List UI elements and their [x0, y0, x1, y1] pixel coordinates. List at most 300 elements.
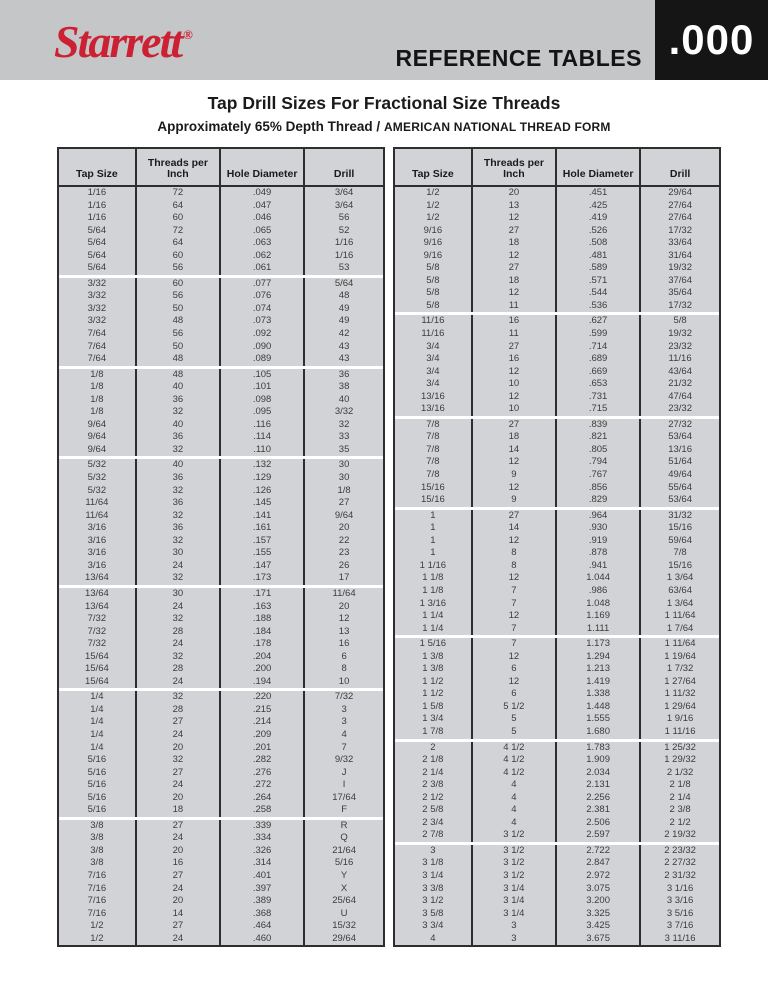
cell-drill: 5/8	[673, 315, 687, 327]
cell-drill: Y	[340, 869, 348, 881]
cell-drill: 1/8	[337, 484, 351, 496]
cell-tap-size: 1 1/2	[395, 688, 473, 701]
table-row	[395, 713, 719, 726]
cell-hole-diameter: .794	[557, 456, 641, 469]
page-header	[0, 0, 768, 80]
cell-hole-diameter: .061	[221, 262, 305, 275]
cell-threads-per-inch: 24	[137, 601, 221, 614]
cell-drill: 1 11/32	[664, 688, 696, 700]
table-group	[59, 275, 383, 366]
cell-drill: 3/64	[334, 187, 354, 198]
cell-hole-diameter: .155	[221, 547, 305, 560]
cell-tap-size: 5/8	[395, 275, 473, 288]
cell-threads-per-inch: 40	[137, 459, 221, 472]
cell-hole-diameter: .047	[221, 200, 305, 213]
cell-tap-size: 13/16	[395, 391, 473, 404]
cell-threads-per-inch: 36	[137, 431, 221, 444]
cell-threads-per-inch: 60	[137, 212, 221, 225]
cell-hole-diameter: .126	[221, 485, 305, 498]
cell-hole-diameter: .204	[221, 651, 305, 664]
cell-threads-per-inch: 3 1/4	[473, 883, 557, 896]
table-row	[395, 225, 719, 238]
cell-drill: 2 27/32	[664, 857, 696, 869]
cell-threads-per-inch: 24	[137, 638, 221, 651]
cell-tap-size: 1/4	[59, 729, 137, 742]
cell-tap-size: 1/2	[395, 187, 473, 200]
cell-hole-diameter: 1.909	[557, 754, 641, 767]
table-row	[395, 287, 719, 300]
cell-drill: 12	[338, 613, 350, 625]
cell-threads-per-inch: 20	[137, 742, 221, 755]
cell-drill: 1 19/64	[664, 650, 696, 662]
cell-tap-size: 1/8	[59, 381, 137, 394]
cell-threads-per-inch: 27	[473, 262, 557, 275]
cell-hole-diameter: .090	[221, 341, 305, 354]
column-header: Threads per Inch	[137, 149, 221, 185]
cell-drill: 20	[338, 600, 350, 612]
cell-drill: 1 9/16	[666, 713, 694, 725]
table-row	[59, 933, 383, 946]
cell-tap-size: 7/64	[59, 341, 137, 354]
table-row	[59, 676, 383, 689]
cell-hole-diameter: .526	[557, 225, 641, 238]
cell-threads-per-inch: 56	[137, 262, 221, 275]
cell-tap-size: 1 1/16	[395, 560, 473, 573]
table-row	[59, 262, 383, 275]
cell-tap-size: 7/16	[59, 895, 137, 908]
cell-tap-size: 3 5/8	[395, 908, 473, 921]
cell-tap-size: 1/8	[59, 394, 137, 407]
cell-drill: 17/32	[668, 224, 692, 236]
cell-tap-size: 1/2	[59, 920, 137, 933]
cell-drill: 43	[338, 340, 350, 352]
cell-tap-size: 5/32	[59, 485, 137, 498]
cell-tap-size: 7/16	[59, 883, 137, 896]
cell-hole-diameter: .930	[557, 522, 641, 535]
table-row	[59, 328, 383, 341]
cell-hole-diameter: 2.034	[557, 767, 641, 780]
cell-threads-per-inch: 32	[137, 691, 221, 704]
cell-hole-diameter: .220	[221, 691, 305, 704]
cell-hole-diameter: .200	[221, 663, 305, 676]
table-row	[395, 933, 719, 946]
cell-hole-diameter: .334	[221, 832, 305, 845]
table-row	[59, 237, 383, 250]
table-row	[59, 225, 383, 238]
table-row	[59, 729, 383, 742]
cell-threads-per-inch: 3 1/2	[473, 845, 557, 858]
column-header: Tap Size	[59, 149, 137, 185]
cell-drill: I	[342, 779, 346, 791]
cell-tap-size: 9/64	[59, 419, 137, 432]
cell-threads-per-inch: 27	[473, 341, 557, 354]
cell-threads-per-inch: 7	[473, 623, 557, 636]
cell-hole-diameter: .264	[221, 792, 305, 805]
tap-drill-table-right	[393, 147, 721, 947]
cell-hole-diameter: .425	[557, 200, 641, 213]
cell-drill: 3	[341, 716, 347, 728]
table-row	[59, 613, 383, 626]
cell-drill: 2 19/32	[664, 829, 696, 841]
cell-tap-size: 2 1/4	[395, 767, 473, 780]
cell-drill: 5/16	[334, 857, 354, 869]
cell-drill: 48	[338, 290, 350, 302]
cell-drill: 3 5/16	[666, 907, 694, 919]
cell-threads-per-inch: 20	[137, 792, 221, 805]
cell-drill: 2 1/32	[666, 766, 694, 778]
cell-drill: 37/64	[668, 274, 692, 286]
cell-hole-diameter: 1.111	[557, 623, 641, 636]
cell-tap-size: 7/32	[59, 626, 137, 639]
cell-drill: 22	[338, 534, 350, 546]
cell-drill: 3/32	[334, 406, 354, 418]
cell-tap-size: 13/64	[59, 601, 137, 614]
cell-drill: U	[340, 907, 348, 919]
cell-drill: 3 11/16	[664, 932, 696, 944]
cell-tap-size: 7/8	[395, 419, 473, 432]
cell-hole-diameter: 1.169	[557, 610, 641, 623]
cell-hole-diameter: .157	[221, 535, 305, 548]
cell-drill: 13	[338, 625, 350, 637]
cell-drill: F	[341, 804, 347, 816]
cell-tap-size: 7/32	[59, 638, 137, 651]
cell-tap-size: 2 3/8	[395, 779, 473, 792]
table-row	[395, 792, 719, 805]
cell-drill: 9/64	[334, 509, 354, 521]
cell-tap-size: 3 1/4	[395, 870, 473, 883]
cell-drill: 30	[338, 472, 350, 484]
cell-threads-per-inch: 24	[137, 933, 221, 946]
cell-threads-per-inch: 5	[473, 726, 557, 739]
cell-tap-size: 3/8	[59, 845, 137, 858]
cell-threads-per-inch: 36	[137, 472, 221, 485]
cell-threads-per-inch: 8	[473, 560, 557, 573]
cell-hole-diameter: .669	[557, 366, 641, 379]
cell-tap-size: 3/4	[395, 366, 473, 379]
cell-threads-per-inch: 40	[137, 419, 221, 432]
table-row	[395, 651, 719, 664]
cell-hole-diameter: 1.294	[557, 651, 641, 664]
cell-threads-per-inch: 36	[137, 394, 221, 407]
cell-threads-per-inch: 4 1/2	[473, 742, 557, 755]
cell-hole-diameter: .098	[221, 394, 305, 407]
cell-drill: 29/64	[668, 187, 692, 198]
cell-threads-per-inch: 20	[137, 845, 221, 858]
cell-hole-diameter: .092	[221, 328, 305, 341]
cell-threads-per-inch: 4	[473, 779, 557, 792]
cell-drill: 2 3/8	[669, 804, 691, 816]
table-row	[395, 638, 719, 651]
table-row	[59, 381, 383, 394]
cell-tap-size: 3/8	[59, 857, 137, 870]
cell-threads-per-inch: 5 1/2	[473, 701, 557, 714]
page-subtitle	[0, 119, 768, 134]
cell-threads-per-inch: 12	[473, 366, 557, 379]
cell-tap-size: 15/16	[395, 482, 473, 495]
cell-tap-size: 9/16	[395, 225, 473, 238]
cell-hole-diameter: 1.213	[557, 663, 641, 676]
cell-hole-diameter: .209	[221, 729, 305, 742]
cell-tap-size: 2 3/4	[395, 817, 473, 830]
cell-threads-per-inch: 40	[137, 381, 221, 394]
cell-drill: 15/16	[668, 559, 692, 571]
cell-threads-per-inch: 3 1/4	[473, 908, 557, 921]
column-header: Hole Diameter	[557, 149, 641, 185]
cell-hole-diameter: 2.131	[557, 779, 641, 792]
cell-drill: 33/64	[668, 237, 692, 249]
cell-hole-diameter: .821	[557, 431, 641, 444]
cell-tap-size: 7/64	[59, 328, 137, 341]
table-row	[59, 883, 383, 896]
cell-hole-diameter: .173	[221, 572, 305, 585]
cell-hole-diameter: 1.680	[557, 726, 641, 739]
cell-hole-diameter: .419	[557, 212, 641, 225]
cell-threads-per-inch: 12	[473, 212, 557, 225]
table-row	[59, 459, 383, 472]
table-row	[59, 187, 383, 200]
cell-threads-per-inch: 24	[137, 676, 221, 689]
cell-tap-size: 5/32	[59, 459, 137, 472]
table-row	[395, 623, 719, 636]
table-row	[59, 250, 383, 263]
cell-tap-size: 7/64	[59, 353, 137, 366]
cell-tap-size: 3/16	[59, 522, 137, 535]
cell-tap-size: 3/16	[59, 560, 137, 573]
cell-threads-per-inch: 30	[137, 547, 221, 560]
table-row	[395, 275, 719, 288]
cell-hole-diameter: .258	[221, 804, 305, 817]
cell-hole-diameter: .201	[221, 742, 305, 755]
cell-tap-size: 11/16	[395, 315, 473, 328]
cell-tap-size: 5/8	[395, 287, 473, 300]
column-header: Drill	[669, 168, 691, 180]
cell-threads-per-inch: 14	[473, 444, 557, 457]
cell-drill: 40	[338, 393, 350, 405]
cell-threads-per-inch: 12	[473, 456, 557, 469]
cell-tap-size: 5/16	[59, 779, 137, 792]
table-row	[59, 510, 383, 523]
cell-hole-diameter: .397	[221, 883, 305, 896]
table-row	[59, 394, 383, 407]
cell-hole-diameter: .627	[557, 315, 641, 328]
cell-threads-per-inch: 9	[473, 469, 557, 482]
cell-threads-per-inch: 4	[473, 817, 557, 830]
cell-drill: 47/64	[668, 390, 692, 402]
cell-drill: 3 7/16	[666, 920, 694, 932]
table-row	[59, 908, 383, 921]
cell-threads-per-inch: 48	[137, 315, 221, 328]
cell-drill: 55/64	[668, 481, 692, 493]
cell-threads-per-inch: 8	[473, 547, 557, 560]
table-row	[395, 817, 719, 830]
cell-threads-per-inch: 20	[137, 895, 221, 908]
cell-hole-diameter: .132	[221, 459, 305, 472]
cell-hole-diameter: .389	[221, 895, 305, 908]
cell-tap-size: 9/64	[59, 431, 137, 444]
cell-drill: 1/16	[334, 237, 354, 249]
table-row	[59, 303, 383, 316]
cell-threads-per-inch: 16	[137, 857, 221, 870]
cell-threads-per-inch: 14	[473, 522, 557, 535]
cell-drill: 21/64	[332, 844, 356, 856]
table-row	[395, 676, 719, 689]
cell-tap-size: 3/32	[59, 315, 137, 328]
cell-drill: 38	[338, 381, 350, 393]
cell-tap-size: 3/8	[59, 832, 137, 845]
cell-threads-per-inch: 6	[473, 663, 557, 676]
cell-drill: 31/64	[668, 249, 692, 261]
cell-tap-size: 2 5/8	[395, 804, 473, 817]
cell-drill: 1 7/32	[666, 663, 694, 675]
cell-threads-per-inch: 4 1/2	[473, 754, 557, 767]
cell-hole-diameter: 3.675	[557, 933, 641, 946]
cell-tap-size: 1 3/8	[395, 651, 473, 664]
cell-threads-per-inch: 16	[473, 353, 557, 366]
table-row	[59, 353, 383, 366]
cell-drill: 49/64	[668, 469, 692, 481]
cell-threads-per-inch: 7	[473, 585, 557, 598]
table-row	[395, 829, 719, 842]
table-group	[395, 739, 719, 842]
cell-drill: 27	[338, 497, 350, 509]
table-row	[59, 820, 383, 833]
table-row	[59, 651, 383, 664]
cell-drill: 35	[338, 443, 350, 455]
cell-threads-per-inch: 3	[473, 933, 557, 946]
table-row	[395, 237, 719, 250]
cell-tap-size: 15/16	[395, 494, 473, 507]
table-row	[395, 444, 719, 457]
cell-hole-diameter: .161	[221, 522, 305, 535]
table-header-row	[59, 149, 383, 187]
cell-tap-size: 1 3/16	[395, 598, 473, 611]
cell-drill: 10	[338, 675, 350, 687]
cell-hole-diameter: .544	[557, 287, 641, 300]
table-group	[395, 842, 719, 945]
cell-tap-size: 1 1/8	[395, 585, 473, 598]
cell-threads-per-inch: 32	[137, 572, 221, 585]
table-row	[59, 742, 383, 755]
cell-drill: 17/64	[332, 791, 356, 803]
table-group	[395, 635, 719, 738]
cell-threads-per-inch: 27	[473, 510, 557, 523]
cell-hole-diameter: .964	[557, 510, 641, 523]
table-row	[395, 610, 719, 623]
cell-drill: 59/64	[668, 534, 692, 546]
cell-drill: 1 11/64	[664, 610, 696, 622]
table-row	[59, 767, 383, 780]
cell-threads-per-inch: 20	[473, 187, 557, 200]
table-row	[395, 341, 719, 354]
cell-drill: 11/64	[332, 587, 356, 599]
cell-drill: 1 29/64	[664, 700, 696, 712]
cell-threads-per-inch: 27	[473, 419, 557, 432]
cell-hole-diameter: .095	[221, 406, 305, 419]
cell-drill: 36	[338, 368, 350, 380]
cell-drill: 4	[341, 728, 347, 740]
cell-threads-per-inch: 72	[137, 187, 221, 200]
table-row	[59, 547, 383, 560]
cell-hole-diameter: .536	[557, 300, 641, 313]
cell-hole-diameter: .599	[557, 328, 641, 341]
cell-tap-size: 1/8	[59, 369, 137, 382]
cell-drill: 52	[338, 224, 350, 236]
table-header-row	[395, 149, 719, 187]
cell-hole-diameter: 3.425	[557, 920, 641, 933]
cell-tap-size: 1/2	[395, 212, 473, 225]
cell-threads-per-inch: 12	[473, 610, 557, 623]
cell-hole-diameter: .282	[221, 754, 305, 767]
cell-hole-diameter: 1.173	[557, 638, 641, 651]
cell-tap-size: 1	[395, 535, 473, 548]
cell-threads-per-inch: 64	[137, 237, 221, 250]
cell-drill: 1 3/64	[666, 572, 694, 584]
table-row	[395, 535, 719, 548]
cell-threads-per-inch: 32	[137, 613, 221, 626]
cell-tap-size: 13/64	[59, 588, 137, 601]
cell-threads-per-inch: 18	[137, 804, 221, 817]
cell-hole-diameter: .986	[557, 585, 641, 598]
cell-hole-diameter: .049	[221, 187, 305, 200]
table-row	[395, 431, 719, 444]
cell-tap-size: 1	[395, 547, 473, 560]
cell-hole-diameter: .941	[557, 560, 641, 573]
cell-threads-per-inch: 32	[137, 651, 221, 664]
registered-trademark-icon: ®	[183, 27, 193, 42]
cell-hole-diameter: 2.256	[557, 792, 641, 805]
cell-tap-size: 7/8	[395, 444, 473, 457]
cell-hole-diameter: .074	[221, 303, 305, 316]
cell-hole-diameter: .919	[557, 535, 641, 548]
table-row	[395, 200, 719, 213]
cell-hole-diameter: .272	[221, 779, 305, 792]
table-row	[59, 200, 383, 213]
cell-drill: 7/32	[334, 691, 354, 703]
cell-hole-diameter: .171	[221, 588, 305, 601]
cell-tap-size: 4	[395, 933, 473, 946]
cell-drill: 20	[338, 522, 350, 534]
cell-tap-size: 1 5/16	[395, 638, 473, 651]
cell-tap-size: 1/4	[59, 704, 137, 717]
cell-tap-size: 3/32	[59, 303, 137, 316]
cell-drill: 49	[338, 315, 350, 327]
cell-drill: X	[340, 882, 348, 894]
cell-threads-per-inch: 32	[137, 406, 221, 419]
cell-threads-per-inch: 60	[137, 250, 221, 263]
cell-hole-diameter: .114	[221, 431, 305, 444]
table-row	[395, 482, 719, 495]
cell-threads-per-inch: 3 1/2	[473, 870, 557, 883]
table-row	[395, 328, 719, 341]
table-row	[395, 456, 719, 469]
table-row	[59, 704, 383, 717]
cell-drill: 27/32	[668, 418, 692, 430]
cell-hole-diameter: 2.381	[557, 804, 641, 817]
cell-hole-diameter: .481	[557, 250, 641, 263]
table-row	[59, 341, 383, 354]
cell-threads-per-inch: 3 1/2	[473, 857, 557, 870]
cell-drill: 1 3/64	[666, 597, 694, 609]
table-row	[59, 601, 383, 614]
table-row	[395, 353, 719, 366]
cell-tap-size: 1	[395, 510, 473, 523]
table-row	[59, 638, 383, 651]
cell-drill: 7/8	[673, 547, 687, 559]
table-row	[59, 870, 383, 883]
cell-drill: 3	[341, 703, 347, 715]
cell-hole-diameter: 1.338	[557, 688, 641, 701]
cell-tap-size: 1 5/8	[395, 701, 473, 714]
